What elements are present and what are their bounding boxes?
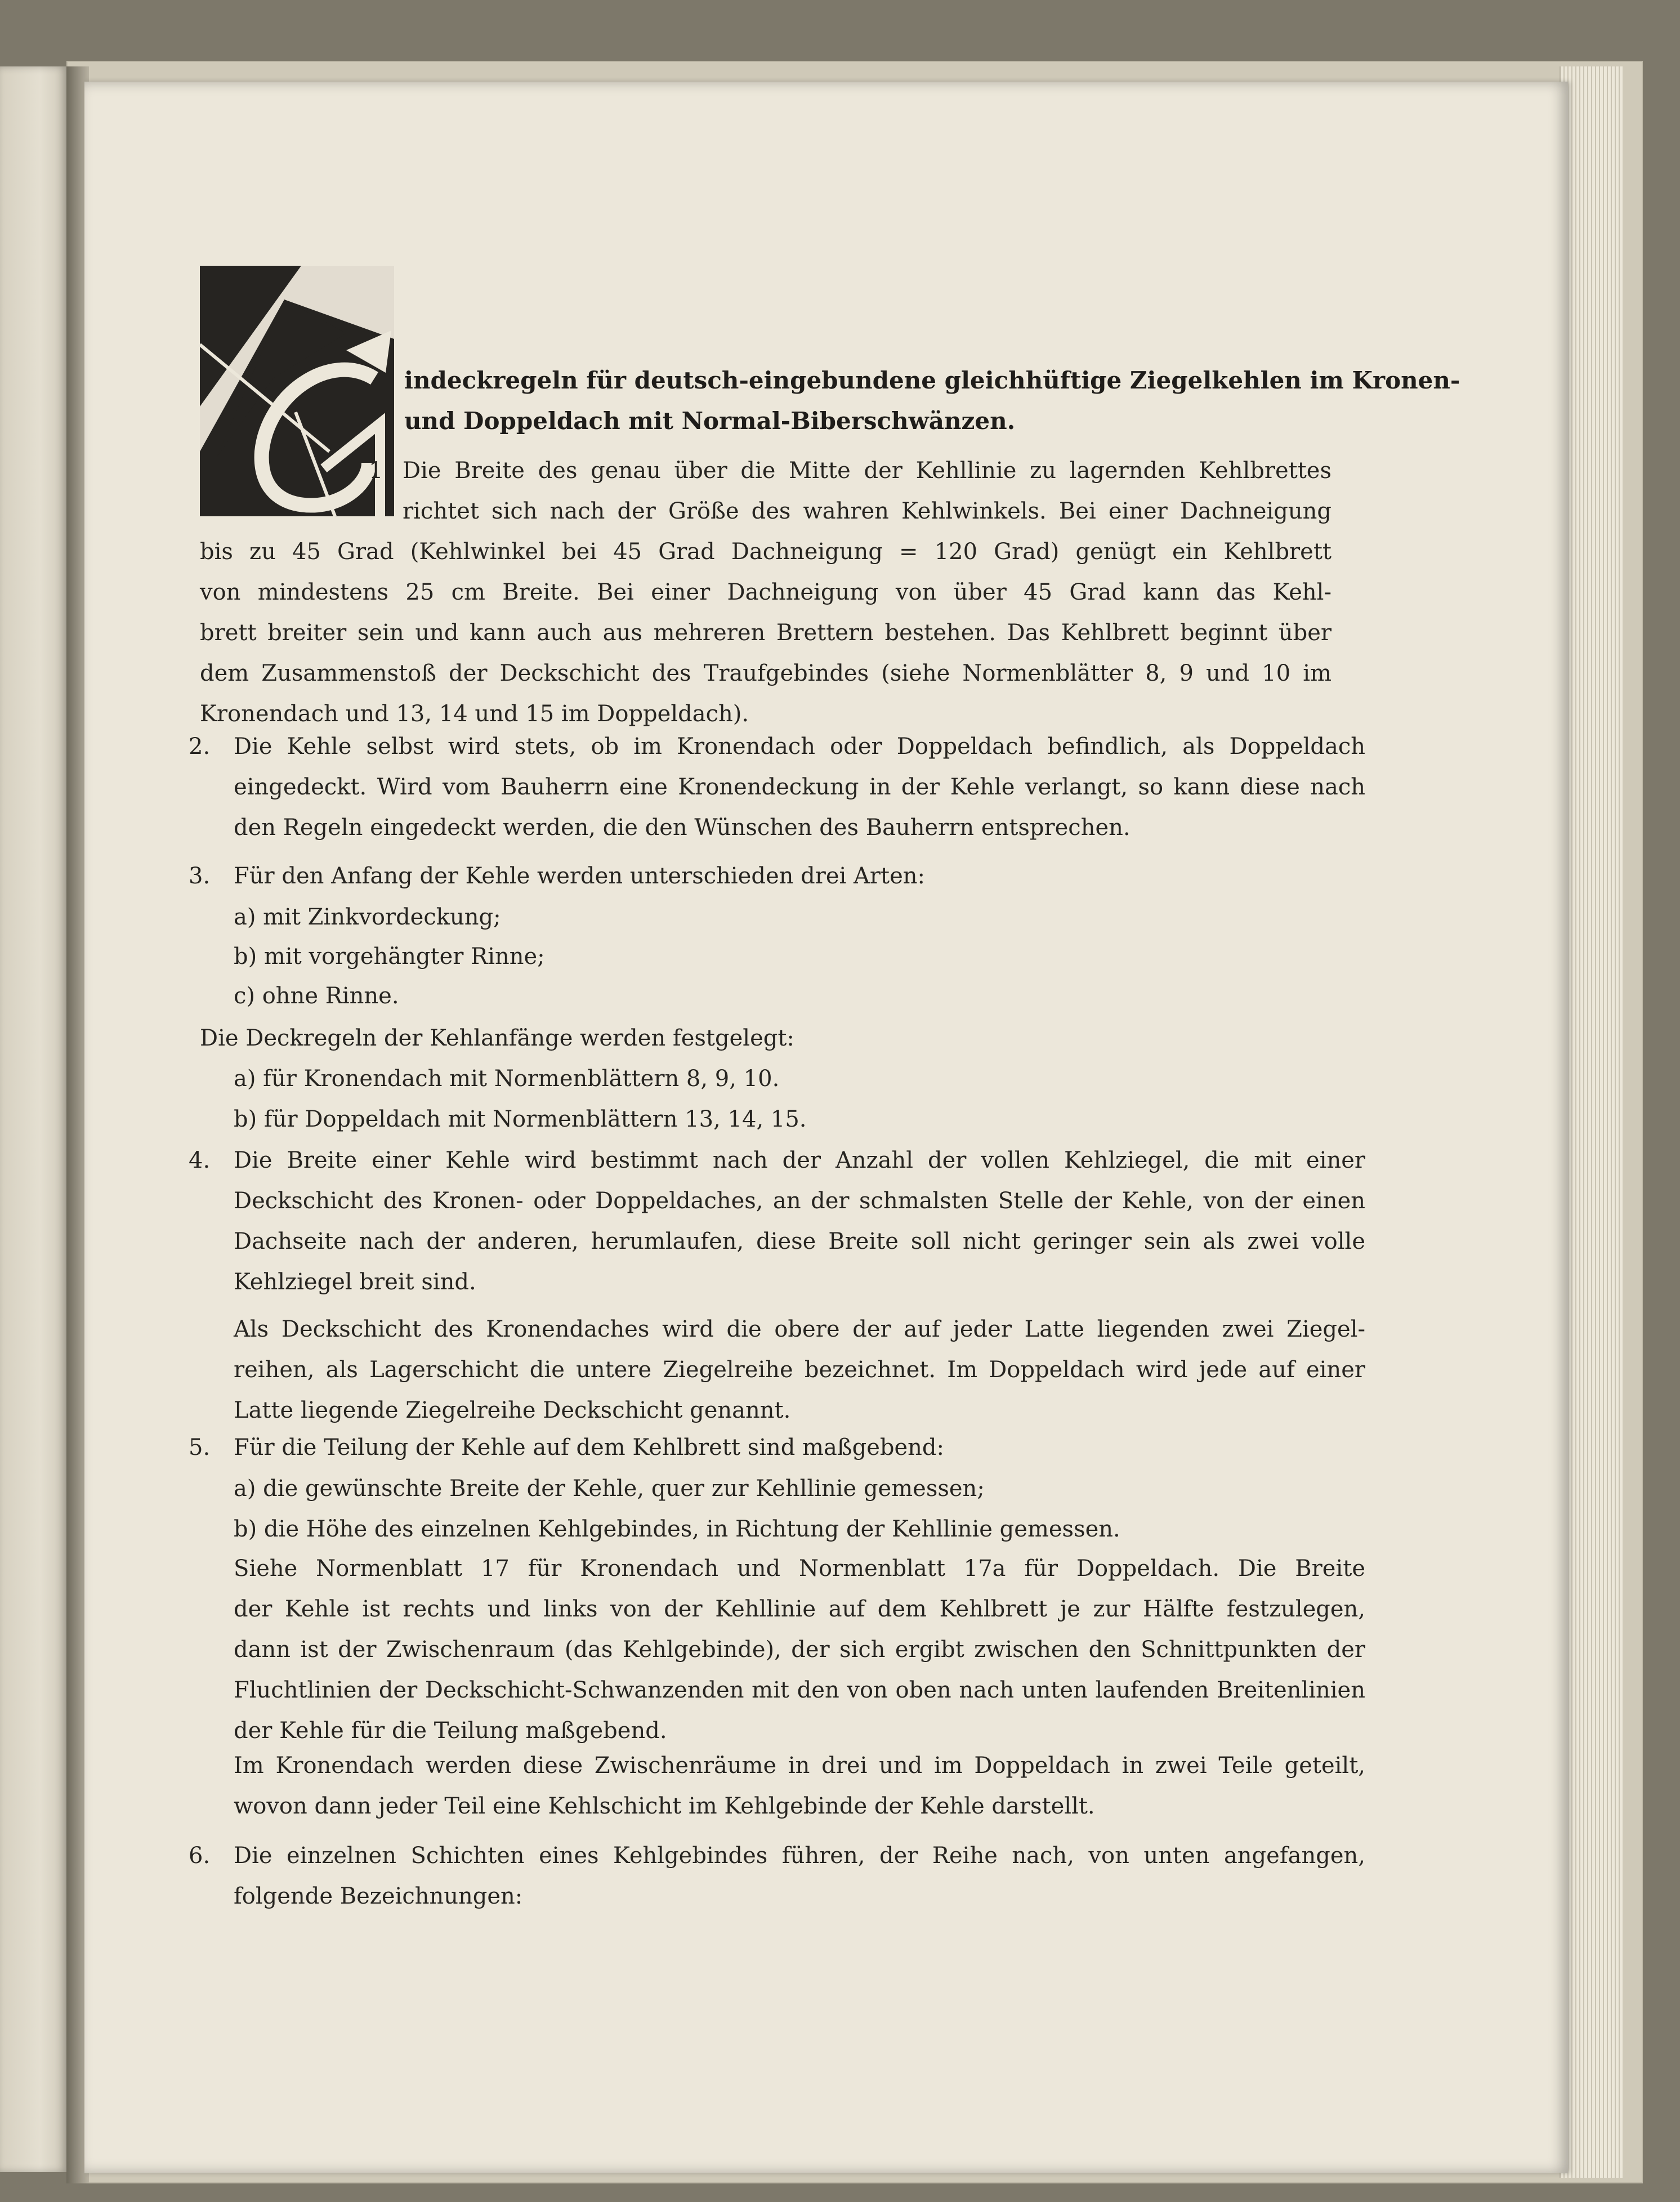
- text-line: Die Breite des genau über die Mitte der Kehllinie zu lagernden Kehlbrettes: [403, 458, 1332, 484]
- text-line: a) die gewünschte Breite der Kehle, quer zur Kehllinie gemessen;: [234, 1476, 985, 1502]
- text-line: Dachseite nach der anderen, herumlaufen, diese Breite soll nicht geringer sein als zwei volle: [234, 1229, 1365, 1254]
- text-line: b) für Doppeldach mit Normenblättern 13, 14, 15.: [234, 1106, 807, 1132]
- text-line: brett breiter sein und kann auch aus mehreren Brettern bestehen. Das Kehlbrett beginnt über: [200, 620, 1332, 646]
- text-line: a) für Kronendach mit Normenblättern 8, 9, 10.: [234, 1066, 780, 1092]
- text-line: Als Deckschicht des Kronendaches wird die obere der auf jeder Latte liegenden zwei Ziegel-: [234, 1316, 1365, 1342]
- text-line: der Kehle ist rechts und links von der Kehllinie auf dem Kehlbrett je zur Hälfte festzulegen,: [234, 1596, 1365, 1622]
- item-number: 2.: [189, 734, 211, 760]
- text-line: Für den Anfang der Kehle werden unterschieden drei Arten:: [234, 863, 926, 889]
- text-line: richtet sich nach der Größe des wahren Kehlwinkels. Bei einer Dachneigung: [403, 498, 1332, 524]
- heading-line-1: indeckregeln für deutsch-eingebundene gleichhüftige Ziegelkehlen im Kronen-: [404, 367, 1460, 394]
- text-line: Deckschicht des Kronen- oder Doppeldaches, an der schmalsten Stelle der Kehle, von der einen: [234, 1188, 1365, 1214]
- text-line: Latte liegende Ziegelreihe Deckschicht genannt.: [234, 1397, 791, 1423]
- left-page: [0, 66, 66, 2172]
- text-line: Die Kehle selbst wird stets, ob im Kronendach oder Doppeldach befindlich, als Doppeldach: [234, 734, 1365, 760]
- text-line: b) die Höhe des einzelnen Kehlgebindes, in Richtung der Kehllinie gemessen.: [234, 1516, 1120, 1542]
- text-line: Für die Teilung der Kehle auf dem Kehlbrett sind maßgebend:: [234, 1435, 944, 1460]
- section-heading: [404, 360, 1460, 441]
- text-line: der Kehle für die Teilung maßgebend.: [234, 1718, 667, 1744]
- text-line: Siehe Normenblatt 17 für Kronendach und Normenblatt 17a für Doppeldach. Die Breite: [234, 1556, 1365, 1582]
- text-line: wovon dann jeder Teil eine Kehlschicht im Kehlgebinde der Kehle darstellt.: [234, 1793, 1095, 1819]
- text-line: b) mit vorgehängter Rinne;: [234, 944, 545, 970]
- text-line: Die Breite einer Kehle wird bestimmt nach der Anzahl der vollen Kehlziegel, die mit einer: [234, 1147, 1365, 1173]
- item-number: 6.: [189, 1843, 211, 1869]
- text-line: Die Deckregeln der Kehlanfänge werden festgelegt:: [200, 1025, 794, 1051]
- text-line: c) ohne Rinne.: [234, 983, 399, 1009]
- item-number: 5.: [189, 1435, 211, 1460]
- text-line: dem Zusammenstoß der Deckschicht des Traufgebindes (siehe Normenblätter 8, 9 und 10 im: [200, 660, 1332, 686]
- item-number: 1.: [369, 458, 391, 484]
- text-line: folgende Bezeichnungen:: [234, 1883, 523, 1909]
- heading-line-2: und Doppeldach mit Normal-Biberschwänzen.: [404, 407, 1016, 435]
- text-line: von mindestens 25 cm Breite. Bei einer Dachneigung von über 45 Grad kann das Kehl-: [200, 579, 1332, 605]
- text-line: a) mit Zinkvordeckung;: [234, 904, 501, 930]
- text-line: reihen, als Lagerschicht die untere Ziegelreihe bezeichnet. Im Doppeldach wird jede auf einer: [234, 1357, 1365, 1383]
- decorative-initial-E: [200, 266, 394, 516]
- text-line: Fluchtlinien der Deckschicht-Schwanzenden mit den von oben nach unten laufenden Breitenlinien: [234, 1677, 1365, 1703]
- item-number: 3.: [189, 863, 211, 889]
- item-number: 4.: [189, 1147, 211, 1173]
- text-line: dann ist der Zwischenraum (das Kehlgebinde), der sich ergibt zwischen den Schnittpunkten der: [234, 1637, 1365, 1663]
- page-edges: [1560, 66, 1623, 2178]
- text-line: Im Kronendach werden diese Zwischenräume in drei und im Doppeldach in zwei Teile geteilt,: [234, 1753, 1365, 1779]
- text-line: eingedeckt. Wird vom Bauherrn eine Kronendeckung in der Kehle verlangt, so kann diese nach: [234, 774, 1365, 800]
- text-line: Kronendach und 13, 14 und 15 im Doppeldach).: [200, 701, 749, 727]
- text-line: bis zu 45 Grad (Kehlwinkel bei 45 Grad Dachneigung = 120 Grad) genügt ein Kehlbrett: [200, 539, 1332, 565]
- text-line: den Regeln eingedeckt werden, die den Wünschen des Bauherrn entsprechen.: [234, 815, 1131, 841]
- text-line: Die einzelnen Schichten eines Kehlgebindes führen, der Reihe nach, von unten angefangen,: [234, 1843, 1365, 1869]
- text-line: Kehlziegel breit sind.: [234, 1269, 476, 1295]
